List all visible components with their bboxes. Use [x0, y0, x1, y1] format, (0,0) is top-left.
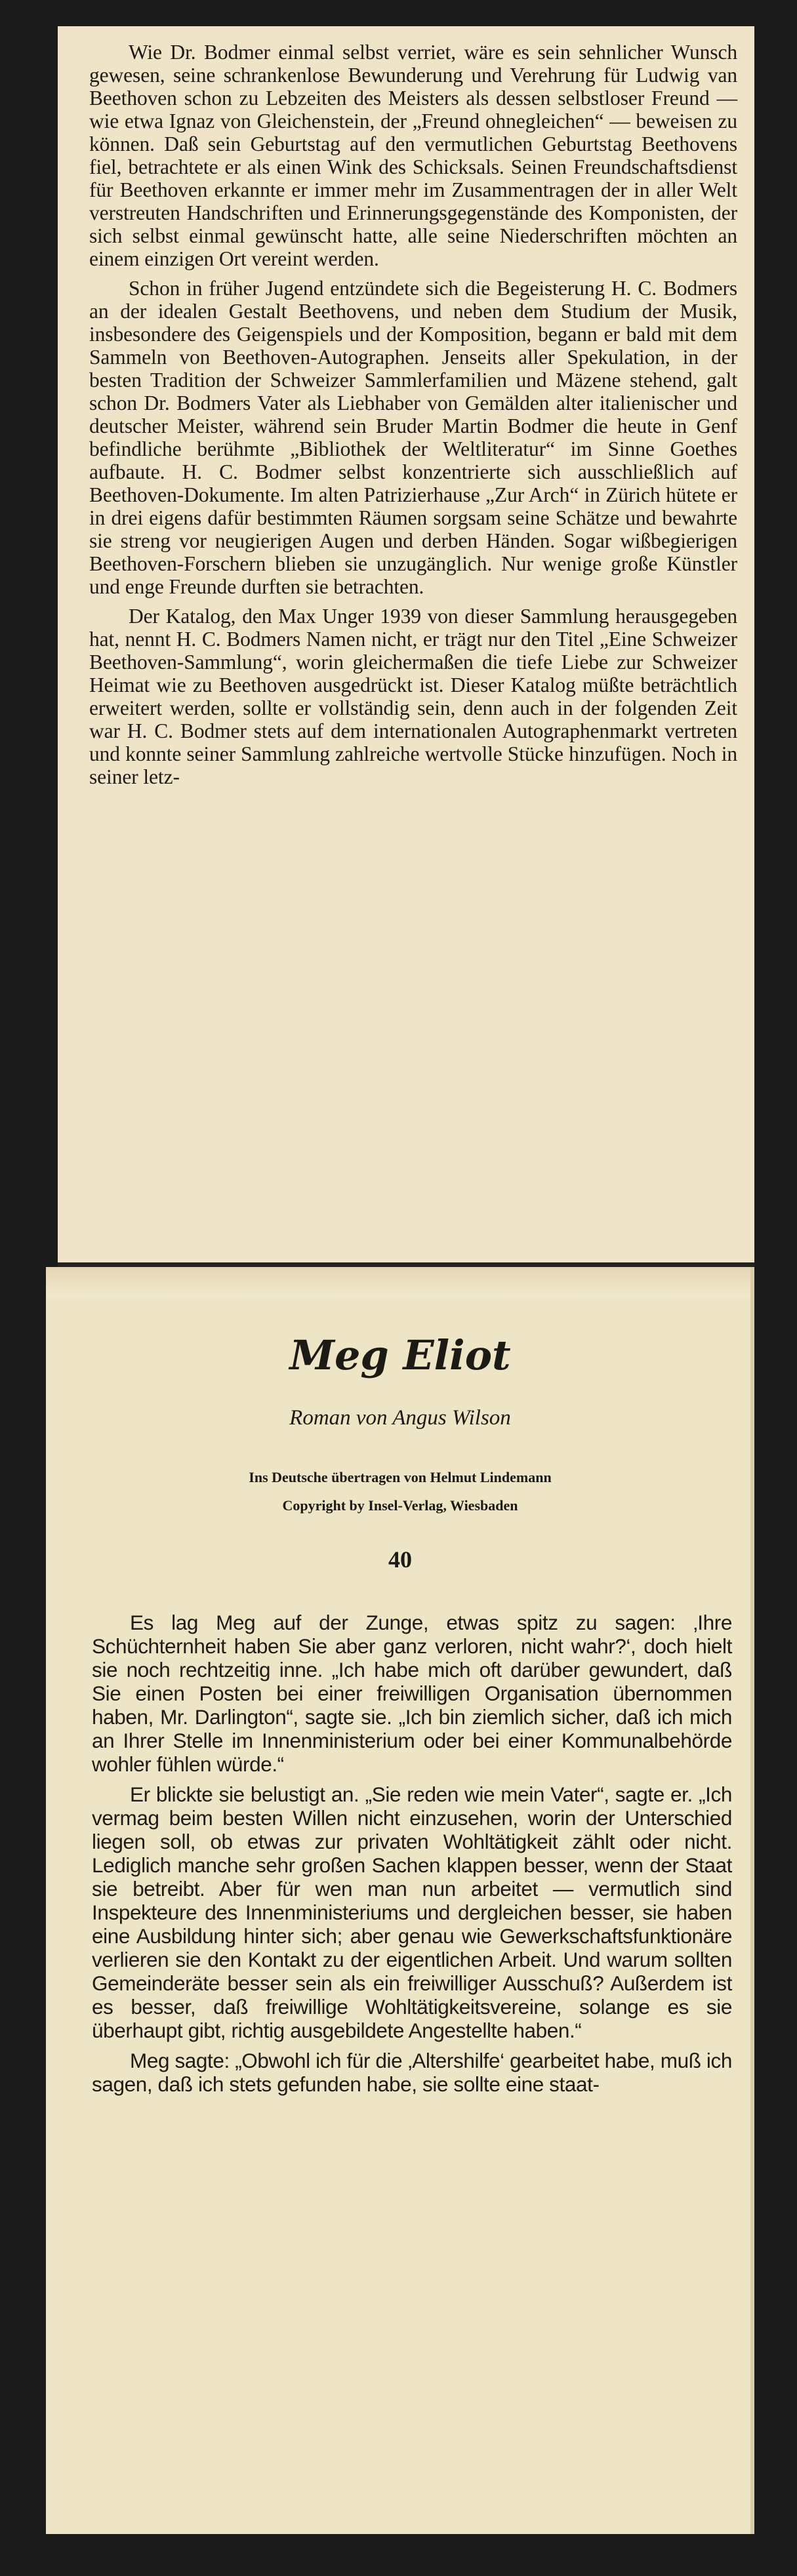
copyright-line: Copyright by Insel-Verlag, Wiesbaden	[282, 1497, 518, 1514]
article-bottom-rule	[58, 1262, 754, 1267]
serial-clipping	[46, 1267, 754, 2534]
paper-crease	[46, 1267, 754, 1297]
serial-title: Meg Eliot	[289, 1331, 511, 1379]
article-paragraph-3: Der Katalog, den Max Unger 1939 von dieser Sammlung herausgegeben hat, nennt H. C. Bodmers Namen nicht, er trägt nur den Titel „Eine Schweizer Beethoven-Sammlung“, worin gleichermaßen die tiefe Liebe zur Schweizer Heimat wie zu Beethoven ausgedrückt ist. Dieser Katalog müßte beträchtlich erweitert werden, sollte er vollständig sein, denn auch in der folgenden Zeit war H. C. Bodmer stets auf dem internationalen Autographenmarkt vertreten und konnte seiner Sammlung zahlreiche wertvolle Stücke hinzufügen. Noch in seiner letz-	[89, 605, 737, 788]
article-clipping	[58, 26, 754, 1262]
translator-credit: Ins Deutsche übertragen von Helmut Lindemann	[249, 1469, 552, 1485]
article-paragraph-1: Wie Dr. Bodmer einmal selbst verriet, wäre es sein sehnlicher Wunsch gewesen, seine schrankenlose Bewunderung und Verehrung für Ludwig van Beethoven schon zu Lebzeiten des Meisters als dessen selbstloser Freund — wie etwa Ignaz von Gleichenstein, der „Freund ohnegleichen“ — beweisen zu können. Daß sein Geburtstag auf den vermutlichen Geburtstag Beethovens fiel, betrachtete er als einen Wink des Schicksals. Seinen Freundschaftsdienst für Beethoven erkannte er immer mehr im Zusammentragen der in aller Welt verstreuten Handschriften und Erinnerungsgegenstände des Komponisten, der sich selbst einmal gewünscht hatte, alle seine Niederschriften möchten an einem einzigen Ort vereint werden.	[89, 41, 737, 270]
clipping-edge	[750, 1267, 754, 2534]
installment-number: 40	[388, 1546, 412, 1573]
serial-paragraph-1: Es lag Meg auf der Zunge, etwas spitz zu sagen: ‚Ihre Schüchternheit haben Sie aber ganz verloren, nicht wahr?‘, doch hielt sie noch rechtzeitig inne. „Ich habe mich oft darüber gewundert, daß Sie einen Posten bei einer freiwilligen Organisation übernommen haben, Mr. Darlington“, sagte sie. „Ich bin ziemlich sicher, daß ich mich an Ihrer Stelle im Innenministerium oder bei einer Kommunalbehörde wohler fühlen würde.“	[92, 1611, 732, 1776]
serial-body	[92, 1611, 732, 2103]
article-paragraph-2: Schon in früher Jugend entzündete sich die Begeisterung H. C. Bodmers an der idealen Gestalt Beethovens, und neben dem Studium der Musik, insbesondere des Geigenspiels und der Komposition, begann er bald mit dem Sammeln von Beethoven-Autographen. Jenseits aller Spekulation, in der besten Tradition der Schweizer Sammlerfamilien und Mäzene stehend, galt schon Dr. Bodmers Vater als Liebhaber von Gemälden alter italienischer und deutscher Meister, während sein Bruder Martin Bodmer die heute in Genf befindliche berühmte „Bibliothek der Weltliteratur“ im Sinne Goethes aufbaute. H. C. Bodmer selbst konzentrierte sich ausschließlich auf Beethoven-Dokumente. Im alten Patrizierhause „Zur Arch“ in Zürich hütete er in drei eigens dafür bestimmten Räumen sorgsam seine Schätze und bewahrte sie streng vor neugierigen Augen und derben Händen. Sogar wißbegierigen Beethoven-Forschern blieben sie unzugänglich. Nur wenige große Künstler und enge Freunde durften sie betrachten.	[89, 277, 737, 598]
serial-paragraph-2: Er blickte sie belustigt an. „Sie reden wie mein Vater“, sagte er. „Ich vermag beim besten Willen nicht einzusehen, worin der Unterschied liegen soll, ob etwas zur privaten Wohltätigkeit zählt oder nicht. Lediglich manche sehr großen Sachen klappen besser, wenn der Staat sie betreibt. Aber für wen man nun arbeitet — vermutlich sind Inspekteure des Innenministeriums und dergleichen besser, sie haben eine Ausbildung hinter sich; aber genau wie Gewerkschaftsfunktionäre verlieren sie den Kontakt zu der eigentlichen Arbeit. Und warum sollten Gemeinderäte besser sein als ein freiwilliger Ausschuß? Außerdem ist es besser, daß freiwillige Wohltätigkeitsvereine, solange es sie überhaupt gibt, richtig ausgebildete Angestellte haben.“	[92, 1782, 732, 2042]
serial-subtitle: Roman von Angus Wilson	[289, 1406, 511, 1430]
serial-paragraph-3: Meg sagte: „Obwohl ich für die ‚Altershilfe‘ gearbeitet habe, muß ich sagen, daß ich stets gefunden habe, sie sollte eine staat-	[92, 2049, 732, 2096]
